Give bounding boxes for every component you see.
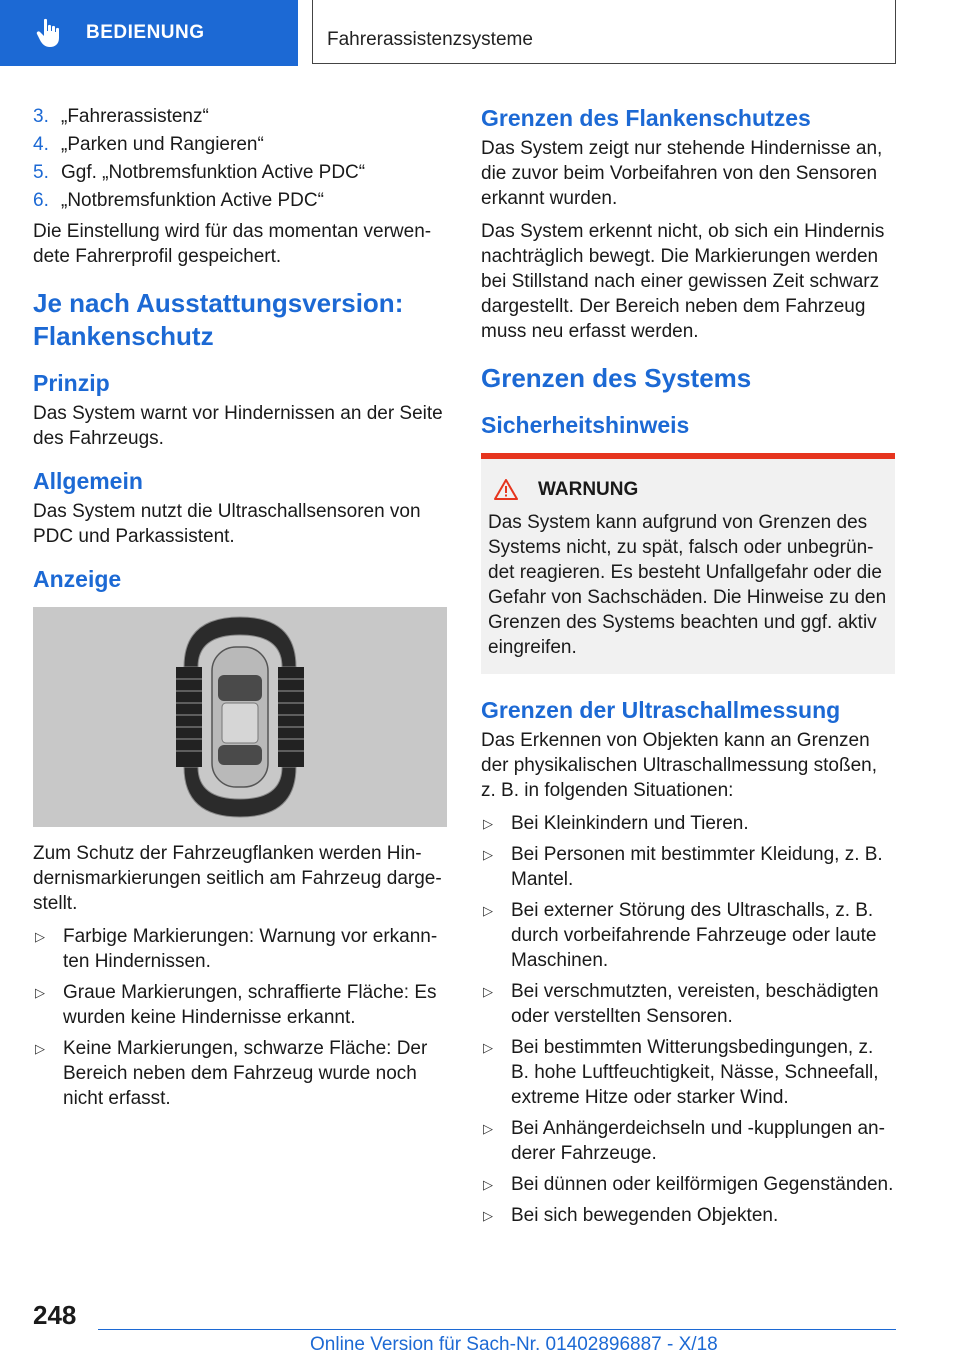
list-item: ▷ Bei Personen mit bestimmter Kleidung, z. B. Mantel. (483, 844, 883, 890)
list-item: 6. „Notbremsfunktion Active PDC“ (33, 190, 324, 211)
triangle-bullet-icon: ▷ (35, 1041, 45, 1056)
heading-sicherheitshinweis: Sicherheitshinweis (481, 412, 690, 438)
list-item: ▷ Bei sich bewegenden Objekten. (483, 1205, 779, 1226)
list-item: ▷ Bei bestimmten Witterungsbedingungen, z. B. hohe Luftfeuchtigkeit, Nässe, Schneefall, extreme Hitze oder starker Wind. (483, 1037, 879, 1108)
right-column (481, 104, 895, 1234)
list-item: ▷ Bei Anhängerdeichseln und -kupplungen an-derer Fahrzeuge. (483, 1118, 885, 1164)
heading-anzeige: Anzeige (33, 566, 122, 592)
hand-pointer-icon (36, 18, 64, 48)
allgemein-text: Das System nutzt die Ultraschallsensoren von PDC und Parkassistent. (33, 501, 421, 547)
anzeige-text: Zum Schutz der Fahrzeugflanken werden Hin-dernismarkierungen seitlich am Fahrzeug darge-stellt. (33, 843, 442, 914)
list-item: 4. „Parken und Rangieren“ (33, 134, 264, 155)
grenzen-flanken-text-1: Das System zeigt nur stehende Hindernisse an, die zuvor beim Vorbeifahren von den Sensoren erkannt wurden. (481, 138, 883, 209)
heading-allgemein: Allgemein (33, 468, 143, 494)
page-number: 248 (33, 1300, 77, 1330)
left-column (33, 104, 447, 1117)
list-item: ▷ Bei Kleinkindern und Tieren. (483, 813, 749, 834)
list-item: ▷ Bei dünnen oder keilförmigen Gegenständen. (483, 1174, 894, 1195)
situations-bullet-list (481, 811, 895, 1228)
flank-protection-figure (33, 607, 447, 827)
section-label: BEDIENUNG (86, 22, 205, 43)
section-heading-grenzen-systems: Grenzen des Systems (481, 363, 752, 393)
chapter-title: Fahrerassistenzsysteme (312, 0, 896, 64)
warning-triangle-icon (494, 479, 518, 500)
warning-text: Das System kann aufgrund von Grenzen des Systems nicht, zu spät, falsch oder unbegrün-det reagieren. Es besteht Unfallgefahr oder die Gefahr von Sachschäden. Die Hinweise zu den Grenzen des Systems beachten und ggf. aktiv eingreifen. (488, 512, 887, 658)
footer-divider (98, 1329, 896, 1330)
vehicle-display-graphic (170, 607, 310, 827)
triangle-bullet-icon: ▷ (35, 929, 45, 944)
ultraschall-text: Das Erkennen von Objekten kann an Grenzen der physikalischen Ultraschallmessung stoßen, z. B. in folgenden Situationen: (481, 730, 878, 801)
triangle-bullet-icon: ▷ (483, 984, 493, 999)
list-item: 3. „Fahrerassistenz“ (33, 106, 209, 127)
online-version-link[interactable]: Online Version für Sach-Nr. 01402896887 - X/18 (310, 1334, 718, 1355)
grenzen-flanken-text-2: Das System erkennt nicht, ob sich ein Hindernis nachträglich bewegt. Die Markierungen werden bei Stillstand nach einer gewissen Zeit schwarz dargestellt. Der Bereich neben dem Fahrzeug muss neu erfasst werden. (481, 221, 885, 342)
warning-box (481, 453, 895, 674)
list-item: 5. Ggf. „Notbremsfunktion Active PDC“ (33, 162, 366, 183)
triangle-bullet-icon: ▷ (35, 985, 45, 1000)
list-item: ▷ Farbige Markierungen: Warnung vor erkann-ten Hindernissen. (35, 926, 438, 972)
marking-bullet-list (33, 924, 447, 1111)
prinzip-text: Das System warnt vor Hindernissen an der Seite des Fahrzeugs. (33, 403, 443, 449)
triangle-bullet-icon: ▷ (483, 816, 493, 831)
list-item: ▷ Bei verschmutzten, vereisten, beschädigten oder verstellten Sensoren. (483, 981, 879, 1027)
triangle-bullet-icon: ▷ (483, 847, 493, 862)
warning-title: WARNUNG (488, 477, 887, 502)
triangle-bullet-icon: ▷ (483, 1208, 493, 1223)
triangle-bullet-icon: ▷ (483, 903, 493, 918)
list-item: ▷ Bei externer Störung des Ultraschalls, z. B. durch vorbeifahrende Fahrzeuge oder laute Maschinen. (483, 900, 877, 971)
heading-prinzip: Prinzip (33, 370, 110, 396)
heading-grenzen-flankenschutz: Grenzen des Flankenschutzes (481, 105, 811, 131)
steps-list (33, 104, 447, 213)
profile-note: Die Einstellung wird für das momentan verwen-dete Fahrerprofil gespeichert. (33, 221, 432, 267)
heading-ultraschallmessung: Grenzen der Ultraschallmessung (481, 697, 841, 723)
section-tab[interactable] (0, 0, 298, 66)
list-item: ▷ Graue Markierungen, schraffierte Fläche: Es wurden keine Hindernisse erkannt. (35, 982, 437, 1028)
triangle-bullet-icon: ▷ (483, 1177, 493, 1192)
section-heading-flankenschutz: Je nach Ausstattungsversion: Flankenschutz (33, 288, 404, 351)
triangle-bullet-icon: ▷ (483, 1040, 493, 1055)
list-item: ▷ Keine Markierungen, schwarze Fläche: Der Bereich neben dem Fahrzeug wurde noch nicht erfasst. (35, 1038, 428, 1109)
triangle-bullet-icon: ▷ (483, 1121, 493, 1136)
